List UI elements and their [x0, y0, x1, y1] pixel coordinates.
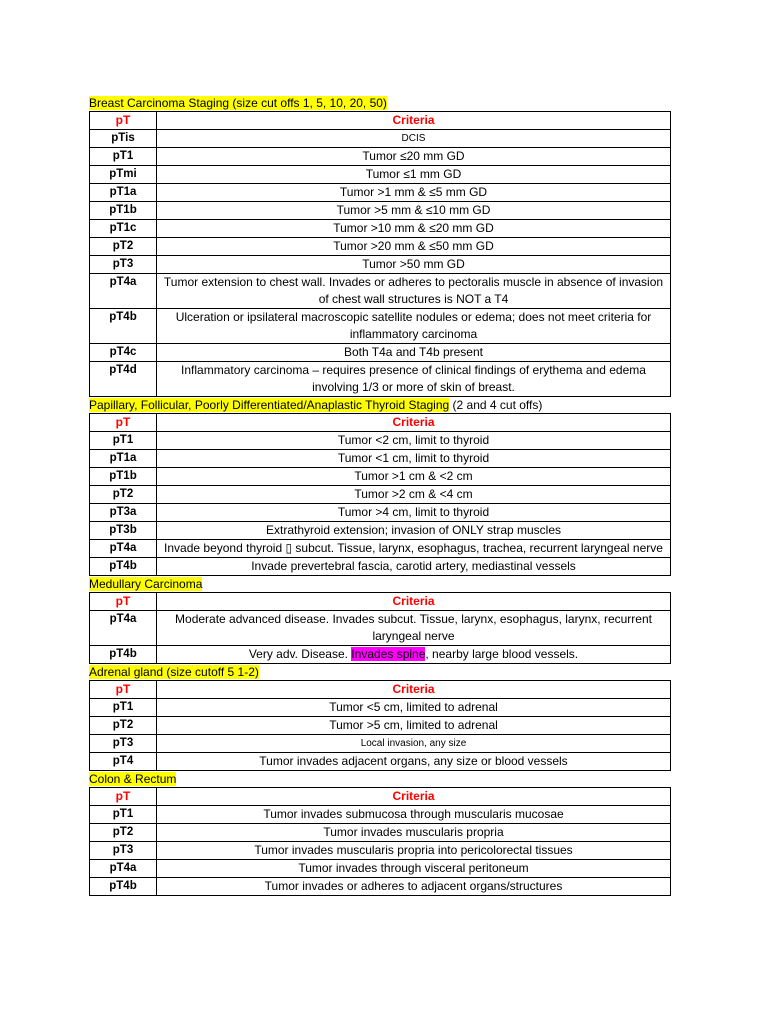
- criteria-cell: Tumor invades through visceral peritoneum: [157, 860, 671, 878]
- stage-cell: pT2: [90, 717, 157, 735]
- header-pt: pT: [90, 681, 157, 699]
- breast-staging-table: [89, 111, 671, 397]
- table-row: [90, 184, 671, 202]
- stage-cell: pT1: [90, 806, 157, 824]
- table-header-row: [90, 112, 671, 130]
- stage-cell: pT4: [90, 753, 157, 771]
- table-row: [90, 256, 671, 274]
- breast-section-title: Breast Carcinoma Staging (size cut offs 1, 5, 10, 20, 50): [89, 96, 387, 110]
- adrenal-section-title: Adrenal gland (size cutoff 5 1-2): [89, 665, 259, 679]
- header-pt: pT: [90, 593, 157, 611]
- stage-cell: pT4d: [90, 362, 157, 397]
- stage-cell: pT4a: [90, 611, 157, 646]
- pink-highlight: Invades spine: [351, 647, 426, 661]
- table-row: [90, 202, 671, 220]
- stage-cell: pT3: [90, 735, 157, 753]
- criteria-cell: Tumor >5 cm, limited to adrenal: [157, 717, 671, 735]
- criteria-cell: Tumor >1 cm & <2 cm: [157, 468, 671, 486]
- criteria-cell: DCIS: [157, 130, 671, 148]
- criteria-cell: Very adv. Disease. Invades spine, nearby large blood vessels.: [157, 646, 671, 664]
- table-row: [90, 611, 671, 646]
- table-row: [90, 753, 671, 771]
- table-row: [90, 130, 671, 148]
- criteria-cell: Tumor >1 mm & ≤5 mm GD: [157, 184, 671, 202]
- stage-cell: pT3: [90, 842, 157, 860]
- stage-cell: pT2: [90, 238, 157, 256]
- criteria-cell: Tumor >5 mm & ≤10 mm GD: [157, 202, 671, 220]
- criteria-cell: Invade beyond thyroid ▯ subcut. Tissue, larynx, esophagus, trachea, recurrent laryngeal nerve: [157, 540, 671, 558]
- stage-cell: pT1b: [90, 202, 157, 220]
- criteria-cell: Ulceration or ipsilateral macroscopic satellite nodules or edema; does not meet criteria for inflammatory carcinoma: [157, 309, 671, 344]
- table-row: [90, 148, 671, 166]
- stage-cell: pT1a: [90, 184, 157, 202]
- table-header-row: [90, 593, 671, 611]
- table-row: [90, 824, 671, 842]
- criteria-cell: Tumor extension to chest wall. Invades or adheres to pectoralis muscle in absence of invasion of chest wall structures is NOT a T4: [157, 274, 671, 309]
- criteria-cell: Tumor >20 mm & ≤50 mm GD: [157, 238, 671, 256]
- table-row: [90, 806, 671, 824]
- stage-cell: pT2: [90, 486, 157, 504]
- header-pt: pT: [90, 414, 157, 432]
- criteria-cell: Tumor >4 cm, limit to thyroid: [157, 504, 671, 522]
- criteria-cell: Extrathyroid extension; invasion of ONLY strap muscles: [157, 522, 671, 540]
- thyroid-section-title: Papillary, Follicular, Poorly Differentiated/Anaplastic Thyroid Staging (2 and 4 cut offs): [89, 398, 543, 412]
- medullary-staging-table: [89, 592, 671, 664]
- criteria-cell: Inflammatory carcinoma – requires presence of clinical findings of erythema and edema involving 1/3 or more of skin of breast.: [157, 362, 671, 397]
- stage-cell: pT3: [90, 256, 157, 274]
- table-row: [90, 878, 671, 896]
- stage-cell: pT4b: [90, 558, 157, 576]
- stage-cell: pT1: [90, 432, 157, 450]
- table-row: [90, 238, 671, 256]
- table-row: [90, 432, 671, 450]
- stage-cell: pTmi: [90, 166, 157, 184]
- table-row: [90, 699, 671, 717]
- table-row: [90, 860, 671, 878]
- table-header-row: [90, 414, 671, 432]
- stage-cell: pT4a: [90, 860, 157, 878]
- criteria-cell: Tumor <5 cm, limited to adrenal: [157, 699, 671, 717]
- table-header-row: [90, 681, 671, 699]
- table-header-row: [90, 788, 671, 806]
- stage-cell: pT1: [90, 699, 157, 717]
- adrenal-staging-table: [89, 680, 671, 771]
- medullary-section-title: Medullary Carcinoma: [89, 577, 203, 591]
- table-row: [90, 717, 671, 735]
- table-row: [90, 309, 671, 344]
- table-row: [90, 646, 671, 664]
- criteria-cell: Tumor >10 mm & ≤20 mm GD: [157, 220, 671, 238]
- stage-cell: pT2: [90, 824, 157, 842]
- criteria-cell: Tumor <2 cm, limit to thyroid: [157, 432, 671, 450]
- criteria-cell: Tumor invades submucosa through muscularis mucosae: [157, 806, 671, 824]
- table-row: [90, 558, 671, 576]
- table-row: [90, 842, 671, 860]
- stage-cell: pT4a: [90, 274, 157, 309]
- stage-cell: pT4b: [90, 309, 157, 344]
- stage-cell: pT3a: [90, 504, 157, 522]
- table-row: [90, 166, 671, 184]
- criteria-cell: Tumor >2 cm & <4 cm: [157, 486, 671, 504]
- stage-cell: pT4b: [90, 646, 157, 664]
- stage-cell: pT1c: [90, 220, 157, 238]
- criteria-cell: Tumor ≤1 mm GD: [157, 166, 671, 184]
- stage-cell: pT1b: [90, 468, 157, 486]
- stage-cell: pT1: [90, 148, 157, 166]
- criteria-cell: Tumor <1 cm, limit to thyroid: [157, 450, 671, 468]
- criteria-cell: Tumor invades adjacent organs, any size or blood vessels: [157, 753, 671, 771]
- table-row: [90, 486, 671, 504]
- colon-section-title: Colon & Rectum: [89, 772, 177, 786]
- staging-content: [89, 95, 671, 896]
- table-row: [90, 344, 671, 362]
- stage-cell: pT3b: [90, 522, 157, 540]
- colon-staging-table: [89, 787, 671, 896]
- criteria-cell: Tumor ≤20 mm GD: [157, 148, 671, 166]
- table-row: [90, 362, 671, 397]
- table-row: [90, 735, 671, 753]
- header-criteria: Criteria: [157, 593, 671, 611]
- table-row: [90, 504, 671, 522]
- stage-cell: pTis: [90, 130, 157, 148]
- criteria-cell: Tumor invades muscularis propria into pericolorectal tissues: [157, 842, 671, 860]
- criteria-cell: Both T4a and T4b present: [157, 344, 671, 362]
- criteria-cell: Tumor invades muscularis propria: [157, 824, 671, 842]
- table-row: [90, 522, 671, 540]
- table-row: [90, 468, 671, 486]
- header-criteria: Criteria: [157, 112, 671, 130]
- table-row: [90, 450, 671, 468]
- header-pt: pT: [90, 112, 157, 130]
- header-criteria: Criteria: [157, 414, 671, 432]
- header-criteria: Criteria: [157, 681, 671, 699]
- criteria-cell: Local invasion, any size: [157, 735, 671, 753]
- criteria-cell: Tumor >50 mm GD: [157, 256, 671, 274]
- stage-cell: pT4a: [90, 540, 157, 558]
- table-row: [90, 540, 671, 558]
- header-pt: pT: [90, 788, 157, 806]
- stage-cell: pT1a: [90, 450, 157, 468]
- stage-cell: pT4b: [90, 878, 157, 896]
- table-row: [90, 220, 671, 238]
- criteria-cell: Tumor invades or adheres to adjacent organs/structures: [157, 878, 671, 896]
- stage-cell: pT4c: [90, 344, 157, 362]
- thyroid-staging-table: [89, 413, 671, 576]
- criteria-cell: Moderate advanced disease. Invades subcut. Tissue, larynx, esophagus, larynx, recurrent laryngeal nerve: [157, 611, 671, 646]
- criteria-cell: Invade prevertebral fascia, carotid artery, mediastinal vessels: [157, 558, 671, 576]
- header-criteria: Criteria: [157, 788, 671, 806]
- table-row: [90, 274, 671, 309]
